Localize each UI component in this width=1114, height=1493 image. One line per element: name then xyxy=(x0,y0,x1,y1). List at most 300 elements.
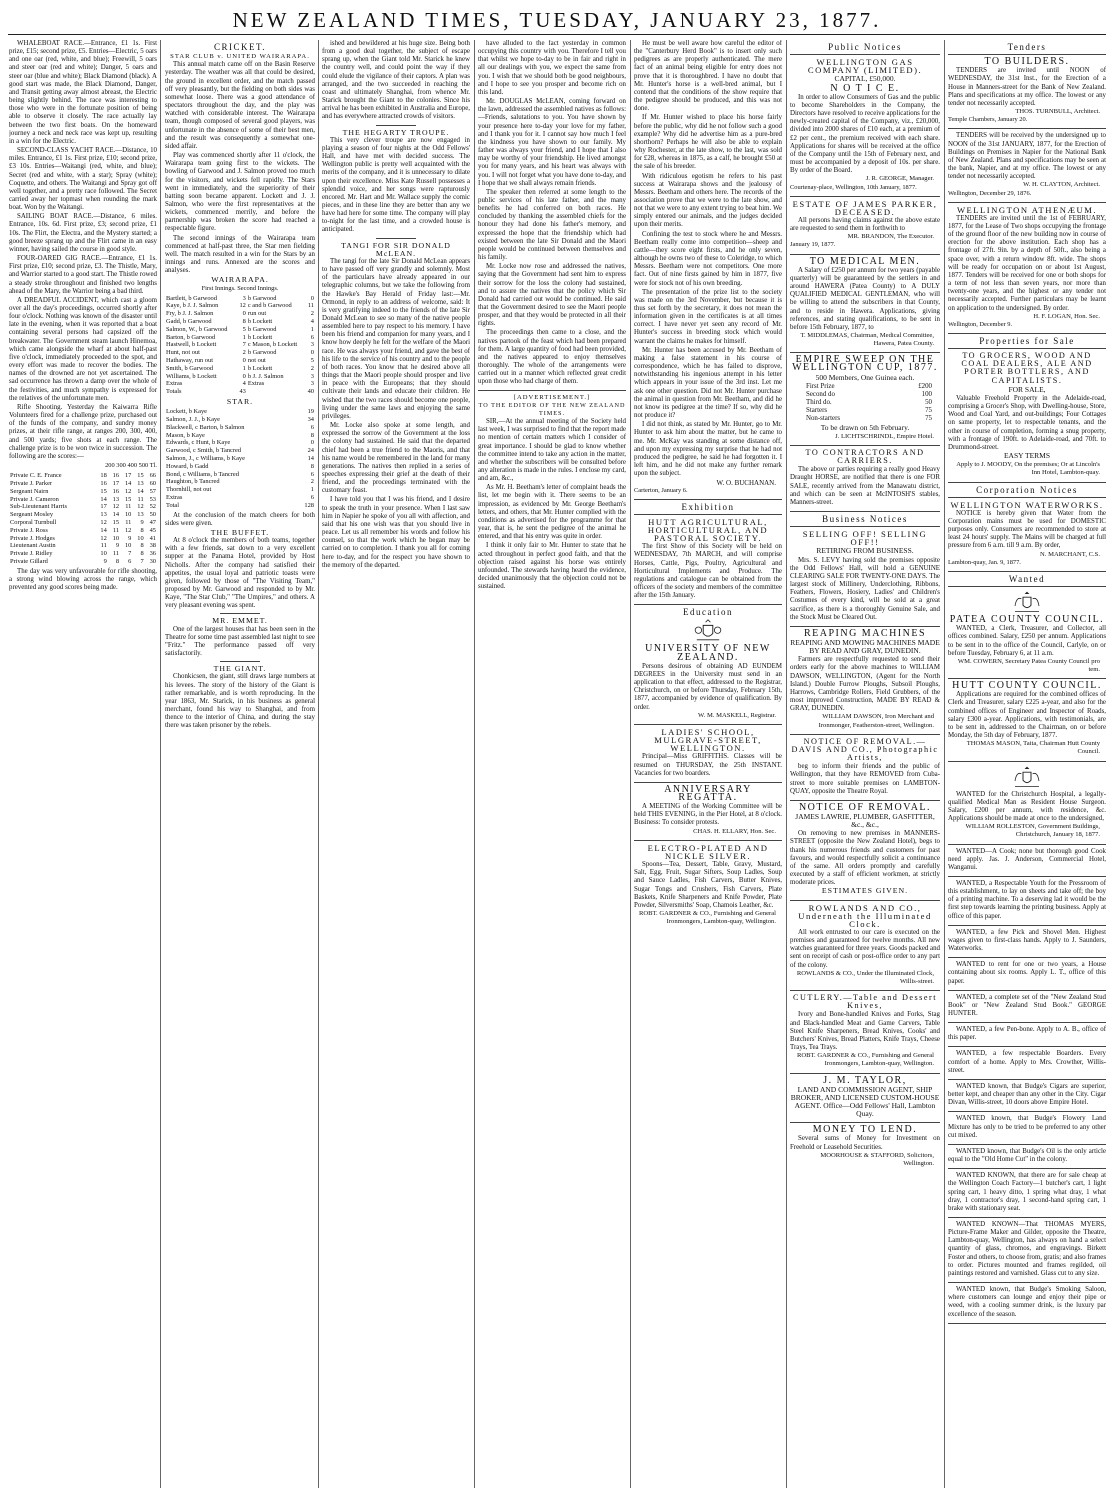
table-cell: Hastwell, b Lockett xyxy=(166,341,217,349)
star-score-row xyxy=(165,486,315,494)
contractors-ad xyxy=(790,449,940,507)
cricket-heading: CRICKET. xyxy=(213,42,267,52)
divider xyxy=(948,844,1106,845)
table-cell: 10 xyxy=(137,534,144,542)
rifle-score-row xyxy=(9,503,157,511)
divider xyxy=(948,1168,1106,1169)
hutt-council-signature: THOMAS MASON, Taita, Chairman Hutt County Council. xyxy=(966,740,1100,756)
advertisement-label: [ADVERTISEMENT.] xyxy=(513,393,591,401)
table-cell: 10 xyxy=(112,534,120,542)
table-cell: 11 xyxy=(100,542,107,550)
table-cell: Salmon, J., c Williams, b Kaye xyxy=(166,454,245,462)
table-cell: 12 xyxy=(239,302,246,310)
table-cell: 15 xyxy=(100,487,107,495)
wairarapa-score-row xyxy=(165,388,315,396)
table-cell: Extras xyxy=(166,380,183,388)
letter-place-date: Carterton, January 6. xyxy=(634,487,688,495)
rifle-table-header: 200 300 400 500 Tl. xyxy=(105,461,157,469)
estate-signature: MR. BRANDON, The Executor. xyxy=(847,233,934,241)
table-cell: Private J. Ridley xyxy=(10,550,53,558)
table-cell: 18 xyxy=(100,472,107,480)
wanted-ad: WANTED KNOWN, that there are for sale cheap at the Wellington Coach Factory—1 butcher's cart, 1 light spring cart, 1 heavy ditto, 1 spring what dray, 1 what dray, 1 contractor's dray, 1 second-hand spring cart, 1 brake with stationary seat. xyxy=(948,1172,1106,1212)
table-cell: 8 xyxy=(140,550,144,558)
table-cell: Private J. Hodges xyxy=(10,534,55,542)
table-cell: 45 xyxy=(149,526,156,534)
sweep-prize-label: Non-starters xyxy=(806,415,841,423)
hunter-letter: I think it only fair to Mr. Hunter to state that he acted throughout in perfect good faith, and that the objection raised against his horse was entirely unfounded. The stewards having heard the evidence, decided unanimously that the objection could not be sustained. xyxy=(478,542,626,591)
waterworks-body: NOTICE is hereby given that Water from the Corporation mains must be used for DOMESTIC purposes only. Consumers are recommended to store at least 24 hours' supply. The Mains will be charged at full pressure from 6 a.m. till 9 a.m. By order, xyxy=(948,509,1106,550)
wairarapa-score-row xyxy=(165,318,315,326)
table-cell: 14 xyxy=(124,479,132,487)
table-cell: 12 xyxy=(100,518,107,526)
column-divider xyxy=(318,40,319,1488)
patea-council-signature: WM. COWERN, Secretary Patea County Council pro tem. xyxy=(957,657,1100,673)
tangi-locke: Mr. Locke also spoke at some length, and expressed the sorrow of the Government at the loss the colony had sustained. He said that the departed chief had been a true friend to the Maoris, and that his name would be remembered in the land for many generations. The natives then replied in a series of speeches expressing their grief at the death of their friend, and the proceedings terminated with the customary feast. xyxy=(322,422,470,495)
divider xyxy=(948,1111,1106,1112)
regatta-title: ANNIVERSARY REGATTA. xyxy=(664,783,752,803)
table-cell: b Garwood xyxy=(247,325,277,333)
table-cell: 6 xyxy=(128,557,132,565)
rowlands-signature: ROWLANDS & CO., Under the Illuminated Clock, Willis-street. xyxy=(796,969,934,985)
table-cell: Sub-Lieutenant Harris xyxy=(10,503,67,511)
corporation-notices-heading: Corporation Notices xyxy=(976,484,1078,495)
divider xyxy=(948,1144,1106,1145)
table-cell: 40 xyxy=(307,388,314,396)
table-cell: 3 xyxy=(242,294,246,302)
table-cell: 12 xyxy=(100,534,107,542)
sweep-prize-amount: 50 xyxy=(925,399,932,407)
grocers-ad xyxy=(948,352,1106,477)
column-divider xyxy=(630,40,631,1488)
athenaeum-date: Wellington, December 9. xyxy=(948,320,1013,328)
rifle-score-row xyxy=(9,542,157,550)
table-cell: Total xyxy=(166,501,180,509)
money-ad xyxy=(790,1126,940,1168)
sweep-body: To be drawn on 5th February. xyxy=(820,422,910,432)
table-cell: Fry, b J. J. Salmon xyxy=(166,310,214,318)
star-score-row xyxy=(165,432,315,440)
divider xyxy=(790,54,940,55)
table-cell: Salmon, J. J., b Kaye xyxy=(166,416,220,423)
divider xyxy=(790,1122,940,1123)
sweep-subtitle: 500 Members, One Guinea each. xyxy=(815,372,915,382)
wanted-ad: WANTED, a complete set of the "New Zealand Stud Book" or "New Zealand Stud Book." GEORGE HUNTER. xyxy=(948,993,1106,1017)
contractors-body: The above or parties requiring a really good Heavy Draught HORSE, are notified that there is one FOR SALE, recently arrived from the Manawatu district, and which can be seen at McINTOSH'S stables, Manners-street. xyxy=(790,466,940,506)
table-cell: 15 xyxy=(137,472,144,480)
removal-lawrie-subtitle: JAMES LAWRIE, PLUMBER, GASFITTER, &c., &c., xyxy=(795,811,935,830)
giant-continued: ished and bewildered at his huge size. Being both from a good deal together, the subject of escape sprang up, when the Giant told Mr. Starick he knew the country well, and could point the way if they could elude the vigilance of their captors. A plan was arranged, and the two succeeded in reaching the coast and ultimately Shanghai, from whence Mr. Starick brought the Giant to the colonies. Since his arrival he has been exhibited in Australia and Europe, and has everywhere attracted crowds of visitors. xyxy=(322,40,470,121)
table-cell: b Lockett xyxy=(247,364,273,372)
column-divider xyxy=(160,40,161,1488)
hospital-ad xyxy=(948,791,1106,840)
reaping-subtitle: REAPING AND MOWING MACHINES MADE BY READ AND GRAY, DUNEDIN. xyxy=(790,638,940,656)
builders-body: TENDERS are invited until NOON of WEDNESDAY, the 31st Inst., for the Erection of a House in Manners-street for the Bank of New Zealand. Plans and specifications at my office. The lowest or any tender not necessarily accepted. xyxy=(948,67,1106,107)
emmet-text: One of the largest houses that has been seen in the Theatre for some time past assembled last night to see "Fritz." The performance passed off very satisfactorily. xyxy=(165,625,315,658)
wanted-ad: WANTED, a few respectable Boarders. Every comfort of a home. Apply to Mrs. Crowther, Willis-street. xyxy=(948,1050,1106,1074)
divider xyxy=(376,125,416,126)
regatta-body: A MEETING of the Working Committee will be held THIS EVENING, in the Pier Hotel, at 8 o'clock. Business: To consider protests. xyxy=(634,803,782,827)
table-cell: 9 xyxy=(103,557,107,565)
divider xyxy=(948,1323,1106,1324)
wanted-list xyxy=(948,848,1106,1324)
reaping-ad xyxy=(790,627,940,730)
divider xyxy=(948,1217,1106,1218)
sweep-prize-row xyxy=(806,399,940,407)
estate-ad xyxy=(790,200,940,250)
table-cell: 13 xyxy=(100,511,107,519)
table-cell: Williams, b Lockett xyxy=(166,372,217,380)
patea-council-ad xyxy=(948,616,1106,674)
table-cell: b Lockett xyxy=(247,333,273,341)
divider xyxy=(634,840,782,841)
column-6 xyxy=(790,40,940,1488)
divider xyxy=(948,1046,1106,1047)
gas-company-body: In order to allow Consumers of Gas and the public to become Shareholders in the Company, the Directors have resolved to receive applications for the newly-created capital of the Company, viz., £20,000, divided into 2000 shares of £10 each, at a premium of £2 per cent., the premium received with each share. Applications for shares will be received at the office of the Company until the 15th of February next, and must be accompanied by a deposit of 10s. per share. By order of the Board. xyxy=(790,93,940,175)
waterworks-signature: N. MARCHANT, C.S. xyxy=(1040,550,1100,558)
tangi-continued: have alluded to the fact yesterday in common occupying this country with you. Therefore I tell you that whilst we hope to-day to be in fair and right in all our dealings with you, we expect the same from you. I wish that we should both be good neighbours, and I hope to see you prosper and become rich on this land. xyxy=(478,40,626,96)
tangi-close: The proceedings then came to a close, and the natives partook of the feast which had been prepared for them. A large quantity of food had been provided, and the natives appeared to enjoy themselves thoroughly. The whole of the arrangements were carried out in a manner which reflected great credit upon those who had charge of them. xyxy=(478,329,626,386)
wairarapa-score-row xyxy=(165,310,315,318)
gas-company-notice: N O T I C E. xyxy=(830,82,900,94)
public-notices-heading: Public Notices xyxy=(828,42,902,52)
cricket-conclusion: At the conclusion of the match cheers for both sides were given. xyxy=(165,511,315,527)
cricket-play: Play was commenced shortly after 11 o'clock, the Wairarapa team going first to the wickets. The bowling of Garwood and J. Salmon proved too much for the visitors, and wickets fell rapidly. The Stars went in immediately, and the superiority of their batting soon became apparent. Lockett and J. J. Salmon, who were the first representatives at the wickets, commenced merrily, and before the partnership was broken the score had reached a respectable figure. xyxy=(165,152,315,233)
sweep-ad xyxy=(790,356,940,441)
table-cell: Haughton, b Tancred xyxy=(166,478,220,486)
star-score-row xyxy=(165,447,315,455)
table-cell: 24 xyxy=(307,447,314,455)
reaping-signature: WILLIAM DAWSON, Iron Merchant and Ironmonger, Featherston-street, Wellington. xyxy=(818,713,934,729)
napier-bank-tender-body: TENDERS will be received by the undersigned up to NOON of the 31st JANUARY, 1877, for the Erection of Buildings on Premises in Napier for the National Bank of New Zealand. Plans and specifications may be seen at the bank, Napier, and at my office. The lowest or any tender not necessarily accepted. xyxy=(948,132,1106,181)
divider xyxy=(948,876,1106,877)
tenders-heading: Tenders xyxy=(1007,42,1047,52)
sweep-prize-label: First Prize xyxy=(806,382,835,390)
divider xyxy=(948,990,1106,991)
cricket-subheading: STAR CLUB v. UNITED WAIRARAPA. xyxy=(170,53,310,61)
divider xyxy=(948,1079,1106,1080)
divider xyxy=(948,482,1106,483)
regatta-whaleboat-text: WHALEBOAT RACE.—Entrance, £1 1s. First prize, £15; second prize, £5. Entries—Electric, 5 oars and one oar (red, white, and blue); Freewill, 5 oars and steer oar (red and white); Danger, 5 oars and steer oar (blue and white); Black Diamond (black). A good start was made, the Black Diamond, Danger, and Transit getting away almost abreast, the Electric being slightly behind. The race was interesting to those who were in the fortunate position of being able to observe it closely. The race actually lay between the two first boats. On the homeward journey a neck and neck race was kept up, resulting in a win for the Electric. xyxy=(9,40,157,145)
letter-para-3: With ridiculous egotism he refers to his past success at Wairarapa shows and the jealousy of Messrs. Beetham and others here. The records of the association prove that we were to the late show, and not that we were to any extent trying to beat him. We simply entered our animals, and the judges decided upon their merits. xyxy=(634,172,782,229)
grocers-title: TO GROCERS, WOOD AND COAL DEALERS, ALE AND PORTER BOTTLERS, AND CAPITALISTS. xyxy=(961,351,1093,385)
star-score-row xyxy=(165,494,315,502)
cutlery-body: Ivory and Bone-handled Knives and Forks, Stag and Black-handled Meat and Game Carvers, Table Steel Knife Sharpeners, Bread Knives, Cooks' and Butchers' Knives, Bread Platters, Knife Trays, Cheese Trays, Tea Trays. xyxy=(790,1011,940,1052)
wairarapa-score-row xyxy=(165,295,315,303)
wanted-ad: WANTED, a few Pick and Shovel Men. Highest wages given to first-class hands. Apply to J. Saunders, Waterworks. xyxy=(948,928,1106,953)
wairarapa-score-row xyxy=(165,349,315,357)
waterworks-ad xyxy=(948,501,1106,567)
divider xyxy=(634,499,782,500)
cutlery-ad xyxy=(790,994,940,1068)
cutlery-title: CUTLERY.—Table and Dessert Knives, xyxy=(792,993,937,1011)
divider xyxy=(790,900,940,901)
builders-title: TO BUILDERS. xyxy=(984,56,1070,68)
regatta-gig-text: FOUR-OARED GIG RACE.—Entrance, £1 1s. First prize, £10; second prize, £3. The Thistle, Mary, and Warrior started to a good start. The Thistle rowed a steady stroke throughout and finished two lengths ahead of the Mary, the Warrior being a bad third. xyxy=(9,255,157,295)
reaping-body: Farmers are respectfully requested to send their orders early for the above machines to WILLIAM DAWSON, WELLINGTON, (Agent for the North Island.) Double Furrow Ploughs, Subsoil Ploughs, Harrows, Cambridge Rollers, Field Grubbers, of the most improved Construction, MADE BY READ & GRAY, DUNEDIN. xyxy=(790,656,940,713)
accident-text: A DREADFUL ACCIDENT, which cast a gloom over all the day's proceedings, occurred shortly after four o'clock. Nothing was known of the disaster until late in the evening, when it was reported that a boat containing several persons had capsized off the breakwater. The Government steam launch Hinemoa, which came alongside the wharf at about half-past five o'clock, immediately proceeded to the spot, and every effort was made to recover the bodies. The names of the drowned are not yet ascertained. The sad occurrence has thrown a damp over the whole of the festivities, and much sympathy is expressed for the relatives of the unfortunate men. xyxy=(9,296,157,402)
table-cell: 8 xyxy=(310,431,314,439)
table-cell: Salmon, W., b Garwood xyxy=(166,325,228,333)
removal-davis-ad xyxy=(790,738,940,796)
wairarapa-score-row xyxy=(165,302,315,310)
rowlands-body: All work entrusted to our care is executed on the premises and guaranteed for twelve months. All new watches guaranteed for three years. Goods packed and sent on receipt of cash or post-office order to any part of the colony. xyxy=(790,929,940,969)
sweep-prize-amount: 75 xyxy=(925,407,932,415)
column-divider xyxy=(944,40,945,1488)
table-cell: 8 xyxy=(115,557,120,565)
wairarapa-score-row xyxy=(165,334,315,342)
beetham-letter: As Mr. H. Beetham's letter of complaint heads the list, let me begin with it. There seems to be an impression, as evidenced by Mr. George Beetham's letters, and others, that Mr. Hunter complied with the conditions as advertised for the programme for that year, that is, he sent the pedigree of the animal he entered, and that his entry was quite in order. xyxy=(478,484,626,541)
wairarapa-score-row xyxy=(165,365,315,373)
star-score-row xyxy=(165,502,315,510)
table-cell: run out xyxy=(247,310,267,318)
royal-arms-icon xyxy=(1011,765,1043,789)
patea-council-title: PATEA COUNTY COUNCIL. xyxy=(949,614,1105,626)
star-score-row xyxy=(165,455,315,463)
divider xyxy=(220,613,260,614)
divider xyxy=(634,604,782,605)
waterworks-date: Lambton-quay, Jan. 9, 1877. xyxy=(948,558,1021,566)
regatta-sailing-text: SAILING BOAT RACE.—Distance, 6 miles. Entrance, 10s. 6d. First prize, £3; second prize, £1 10s. The Flirt, the Electra, and the Mystery started; a good breeze sprang up and the Flirt came in an easy winner, having sailed the course in good style. xyxy=(9,213,157,253)
divider xyxy=(790,254,940,255)
table-cell: 38 xyxy=(149,542,156,550)
hutt-show-title: HUTT AGRICULTURAL, HORTICULTURAL, AND PASTORAL SOCIETY. xyxy=(647,516,769,544)
table-cell: 2 xyxy=(310,478,314,486)
money-body: Several sums of Money for Investment on Freehold or Leasehold Securities. xyxy=(790,1135,940,1151)
regatta-yacht-text: SECOND-CLASS YACHT RACE.—Distance, 10 miles. Entrance, £1 1s. First prize, £10; second prize, £3 10s. Entries—Waitangi (red, white, and blue); Secret (red and white, with a star); Spray (white); Coquette, and others. The Waitangi and Spray got off well together, and a pretty race followed. The Secret carried away her topmast when rounding the mark boat. Won by the Waitangi. xyxy=(9,147,157,212)
selling-off-subtitle: RETIRING FROM BUSINESS. xyxy=(816,546,914,556)
table-cell: 0 xyxy=(242,372,246,380)
rifle-score-row xyxy=(9,519,157,527)
table-cell: Sergeant Mosley xyxy=(10,511,54,519)
table-cell: 14 xyxy=(100,526,107,534)
divider xyxy=(790,196,940,197)
grocers-body: Valuable Freehold Property in the Adelaide-road, comprising a Grocer's Shop, with Dwelling-house, Store, Wood and Coal Yard, and out-buildings; Four Cottages on same property, let to respectable tenants, and the other in course of completion, forming a snug property, with a frontage of 190ft. to Adelaide-road, and 70ft. to Drummond-street. xyxy=(948,394,1106,451)
star-score-row xyxy=(165,416,315,424)
star-score-row xyxy=(165,424,315,432)
divider xyxy=(948,128,1106,129)
table-cell: 7 xyxy=(128,550,132,558)
table-cell: 0 xyxy=(310,349,314,357)
sweep-signature: J. LICHTSCHRINDL, Empire Hotel. xyxy=(835,432,934,440)
athenaeum-signature: H. F. LOGAN, Hon. Sec. xyxy=(1033,312,1100,320)
table-cell: 3 xyxy=(310,380,314,388)
university-body: Persons desirous of obtaining AD EUNDEM DEGREES in the University must send in an application to that effect, addressed to the Registrar, Christchurch, on or before Thursday, February 15th, 1877, accompanied by evidence of qualification. By order. xyxy=(634,662,782,711)
waterworks-title: WELLINGTON WATERWORKS. xyxy=(950,499,1104,510)
education-heading: Education xyxy=(683,607,733,618)
table-cell: 41 xyxy=(149,534,156,542)
table-cell: 6 xyxy=(310,493,314,501)
letter-para-7: I did not think, as stated by Mr. Hunter, go to Mr. Hunter to ask him about the matter, but he came to me. Mr. McKay was standing at some distance off, and upon my expressing my surprise that he had not produced the pedigree, he said he had forgotten it. I left him, and he did not make any further remark upon the subject. xyxy=(634,421,782,478)
medical-ad xyxy=(790,255,940,349)
table-cell: 16 xyxy=(112,487,120,495)
table-cell: 10 xyxy=(100,550,107,558)
hegarty-text: This very clever troupe are now engaged in playing a season of four nights at the Odd Fellows' Hall, and have met with decided success. The Wellington public is pretty well acquainted with the merits of the company, and it is unnecessary to dilate upon their excellence. Miss Kate Russell possesses a splendid voice, and her songs were rapturously encored. Mr. Hart and Mr. Wallace supply the comic pieces, and in these line they are better than any we have had here for some time. The company will play to-night for the last time, and a crowded house is anticipated. xyxy=(322,136,470,234)
table-cell: not out xyxy=(247,357,266,365)
university-signature: W. M. MASKELL, Registrar. xyxy=(698,711,776,719)
table-cell: 11 xyxy=(137,495,144,503)
sweep-prize-list xyxy=(790,383,940,424)
star-score-row xyxy=(165,463,315,471)
money-title: MONEY TO LEND. xyxy=(812,1124,918,1136)
rifle-score-row xyxy=(9,558,157,566)
money-signature: MOORHOUSE & STAFFORD, Solicitors, Wellington. xyxy=(820,1151,934,1167)
table-cell: Sergeant Nairn xyxy=(10,487,49,495)
table-cell: 43 xyxy=(239,388,246,396)
table-cell: Barton, b Garwood xyxy=(166,333,216,341)
table-cell: Thornhill, not out xyxy=(166,486,212,494)
table-cell: Corporal Turnbull xyxy=(10,518,57,526)
divider xyxy=(948,761,1106,762)
sweep-prize-row xyxy=(806,391,940,399)
divider xyxy=(790,734,940,735)
wanted-ad: WANTED to rent for one or two years, a House containing about six rooms. Apply L. T., office of this paper. xyxy=(948,961,1106,985)
column-4 xyxy=(478,40,626,1488)
buffet-heading: THE BUFFET. xyxy=(210,527,270,537)
table-cell: 8 xyxy=(140,542,144,550)
gas-company-ad xyxy=(790,58,940,192)
table-cell: 7 xyxy=(140,557,144,565)
divider xyxy=(948,348,1106,349)
divider xyxy=(790,445,940,446)
table-cell: 36 xyxy=(149,550,156,558)
selling-off-body: Mrs. S. LEVY having sold the premises opposite the Odd Fellows' Hall, will hold a GENUINE CLEARING SALE FOR TWENTY-ONE DAYS. The largest stock of Millinery, Underclothing, Ribbons, Feathers, Flowers, Hosiery, Ladies' and Children's Costumes of every kind, will be sold at a great sacrifice, as there is a thoroughly Genuine Sale, and the Stock Must be Cleared Out. xyxy=(790,556,940,621)
table-cell: 6 xyxy=(310,333,314,341)
table-cell: 1 xyxy=(242,364,246,372)
table-cell: 11 xyxy=(112,526,120,534)
electroplate-title: ELECTRO-PLATED AND NICKLE SILVER. xyxy=(647,842,769,861)
cricket-intro: This annual match came off on the Basin Reserve yesterday. The weather was all that could be desired, the ground in excellent order, and the match passed off very pleasantly, but the fielding on both sides was somewhat loose. There was a good attendance of spectators throughout the day, and the play was watched with considerable interest. The Wairarapa team, though composed of several good players, was unfortunate in the absence of some of their best men, and the result was consequently a somewhat one-sided affair. xyxy=(165,61,315,150)
removal-lawrie-title: NOTICE OF REMOVAL. xyxy=(798,801,932,813)
patea-council-body: WANTED, a Clerk, Treasurer, and Collector, all offices combined. Salary, £250 per annum. Applications to be sent in to the office of the Council, Carlyle, on or before Tuesday, February 6, at 11 a.m. xyxy=(948,625,1106,657)
table-cell: Hathaway, run out xyxy=(166,357,213,365)
ladies-school-ad xyxy=(634,728,782,778)
letter-continued: He must be well aware how careful the editor of the "Canterbury Herd Book" is to insert only such pedigrees as are properly authenticated. The mere fact of an animal being eligible for entry does not prove that it is thoroughbred. I have no doubt that Mr. Hunter's horse is a well-bred animal, but I contend that the conditions of the show require that the pedigree should be produced, and this was not done. xyxy=(634,40,782,113)
sweep-prize-label: Second do xyxy=(806,390,835,398)
divider xyxy=(790,352,940,353)
column-5 xyxy=(634,40,782,1488)
sweep-prize-label: Third do. xyxy=(806,399,832,407)
sweep-title: EMPIRE SWEEP ON THE WELLINGTON CUP, 1877. xyxy=(792,354,938,374)
wanted-ad: WANTED known, that Budge's Oil is the only article equal to the "Old Home Cut" in the colony. xyxy=(948,1147,1106,1164)
table-cell: Edwards, c Hunt, b Kaye xyxy=(166,439,231,447)
builders-ad xyxy=(948,58,1106,124)
wairarapa-score-table xyxy=(165,295,315,396)
mclean-speech: Mr. DOUGLAS McLEAN, coming forward on the lawn, addressed the assembled natives as follows:—Friends, salutations to you. You have shown by your presence here to-day your love for my father, and I thank you for it. I cannot say how much I feel the kindness you have shown to our family. My father was always your friend, and I hope that I also may be worthy of your friendship. He lived amongst you for many years, and his heart was always with you. I will not forget what you have done to-day, and I hope that we shall always remain friends. xyxy=(478,98,626,187)
rifle-score-row xyxy=(9,527,157,535)
masthead-rule xyxy=(8,34,1106,35)
table-cell: 9 xyxy=(115,542,120,550)
divider xyxy=(790,1073,940,1074)
table-cell: Mason, b Kaye xyxy=(166,431,205,439)
table-cell: 17 xyxy=(112,479,120,487)
divider xyxy=(948,957,1106,958)
rowlands-title: ROWLANDS AND CO., Underneath the Illuminated Clock. xyxy=(798,902,932,929)
table-cell: Private J. Ross xyxy=(10,526,48,534)
university-title: UNIVERSITY OF NEW ZEALAND. xyxy=(645,643,771,663)
divider xyxy=(790,626,940,627)
divider xyxy=(948,678,1106,679)
table-cell: 11 xyxy=(125,518,132,526)
napier-bank-tender-signature: W. H. CLAYTON, Architect. xyxy=(1023,181,1100,189)
table-cell: Garwood, c Smith, b Tancred xyxy=(166,447,242,455)
table-cell: Hunt, not out xyxy=(166,349,200,357)
table-cell: 17 xyxy=(100,503,107,511)
hutt-show-body: The first Show of this Society will be held on WEDNESDAY, 7th MARCH, and will comprise Horses, Cattle, Pigs, Poultry, Agricultural and Horticultural Implements and Produce. The regulations and catalogue can be obtained from the officers of the society and members of the committee after the 15th January. xyxy=(634,543,782,600)
tangi-ormond: I have told you that I was his friend, and I desire to speak the truth in your presence. When I last saw him in Napier he spoke of you all with affection, and said that his one wish was that you should live in peace. Let us all remember his words and follow his counsel, so that the work which he began may be carried on to completion. I thank you all for coming here to-day, and for the respect you have shown to the memory of the departed. xyxy=(322,496,470,569)
wairarapa-score-row xyxy=(165,357,315,365)
divider xyxy=(948,497,1106,498)
table-cell: 11 xyxy=(112,550,120,558)
table-cell: 15 xyxy=(124,495,132,503)
divider xyxy=(376,238,416,239)
giant-text: Chonkicsen, the giant, still draws large numbers at his levees. The story of the history of the Giant is rather remarkable, and is worth reproducing. In the year 1863, Mr. Starick, in his business as general merchant, found his way to Shanghai, and from thence to the interior of China, and during the stay there was taken prisoner by the rebels. xyxy=(165,673,315,730)
table-cell: 19 xyxy=(307,408,314,416)
sweep-prize-row xyxy=(806,383,940,391)
exhibition-heading: Exhibition xyxy=(681,501,735,512)
divider xyxy=(948,586,1106,587)
star-score-title: STAR. xyxy=(226,397,254,407)
divider xyxy=(790,526,940,527)
divider xyxy=(220,661,260,662)
table-cell: Lockett, b Kaye xyxy=(166,408,207,416)
gas-company-capital: CAPITAL, £50,000. xyxy=(834,74,896,84)
table-cell: 17 xyxy=(124,472,132,480)
table-cell: Blackwell, c Barton, b Salmon xyxy=(166,423,245,431)
taylor-body: LAND AND COMMISSION AGENT, SHIP BROKER, AND LICENSED CUSTOM-HOUSE AGENT. Office—Odd Fellows' Hall, Lambton Quay. xyxy=(790,1084,940,1119)
table-cell: 14 xyxy=(307,454,314,462)
table-cell: 0 xyxy=(310,294,314,302)
royal-arms-icon xyxy=(1011,590,1043,614)
table-cell: 14 xyxy=(112,511,120,519)
rifle-footnote: The day was very unfavourable for rifle shooting, a strong wind blowing across the range, which prevented any good scores being made. xyxy=(9,567,157,591)
electroplate-body: Spoons—Tea, Dessert, Table, Gravy, Mustard, Salt, Egg, Fruit, Sugar Sifters, Soup Ladles, Soup and Sauce Ladles, Fish Carvers, Butter Knives, Sugar Tongs and Crushers, Fish Carvers, Plate Baskets, Knife Sharpeners and Knife Powder, Plate Powder, Silversmiths' Soap, Chamois Leather, &c. xyxy=(634,861,782,909)
tangi-heading: TANGI FOR SIR DONALD McLEAN. xyxy=(341,240,451,258)
table-cell: Gadd, b Garwood xyxy=(166,318,212,326)
table-cell: 11 xyxy=(125,503,132,511)
wairarapa-score-header: First Innings. Second Innings. xyxy=(201,284,279,292)
builders-signature: THOS. TURNBULL, Architect. xyxy=(1015,108,1100,116)
wanted-ad: WANTED, a few Pen-bone. Apply to A. B., office of this paper. xyxy=(948,1026,1106,1042)
removal-lawrie-body: On removing to new premises in MANNERS-STREET (opposite the New Zealand Hotel), begs to thank his numerous friends and customers for past favours, and would respectfully solicit a continuance of the same. All orders promptly and carefully executed by a staff of efficient workmen, at strictly moderate prices. xyxy=(790,830,940,887)
table-cell: Extras xyxy=(247,380,265,388)
taylor-ad xyxy=(790,1074,940,1119)
rifle-score-row xyxy=(9,535,157,543)
table-cell: 53 xyxy=(149,495,156,503)
table-cell: 60 xyxy=(149,479,156,487)
divider xyxy=(790,800,940,801)
table-cell: 4 xyxy=(310,318,314,326)
star-score-row xyxy=(165,408,315,416)
table-cell: 57 xyxy=(149,487,156,495)
medical-title: TO MEDICAL MEN. xyxy=(809,255,921,267)
table-cell: 0 xyxy=(310,439,314,447)
table-cell: 0 xyxy=(242,310,246,318)
table-cell: 1 xyxy=(310,325,314,333)
divider xyxy=(948,333,1106,334)
estate-date: January 19, 1877. xyxy=(790,241,836,249)
wairarapa-score-row xyxy=(165,373,315,381)
wairarapa-score-row xyxy=(165,341,315,349)
gas-company-date: Courtenay-place, Wellington, 10th January, 1877. xyxy=(790,183,917,191)
table-cell: 13 xyxy=(112,495,120,503)
hutt-council-body: Applications are required for the combined offices of Clerk and Treasurer, salary £225 a-year, and also for the combined offices of Engineer and Inspector of Roads, salary £300 a-year. Applications, with testimonials, are to be sent in, addressed to the Chairman, on or before Monday, the 5th day of February, 1877. xyxy=(948,691,1106,740)
table-cell: Extras xyxy=(166,493,183,501)
table-cell: 4 xyxy=(242,380,246,388)
wairarapa-score-row xyxy=(165,326,315,334)
table-cell: Private Gillard xyxy=(10,557,48,565)
table-cell: 3 xyxy=(310,372,314,380)
star-score-row xyxy=(165,478,315,486)
